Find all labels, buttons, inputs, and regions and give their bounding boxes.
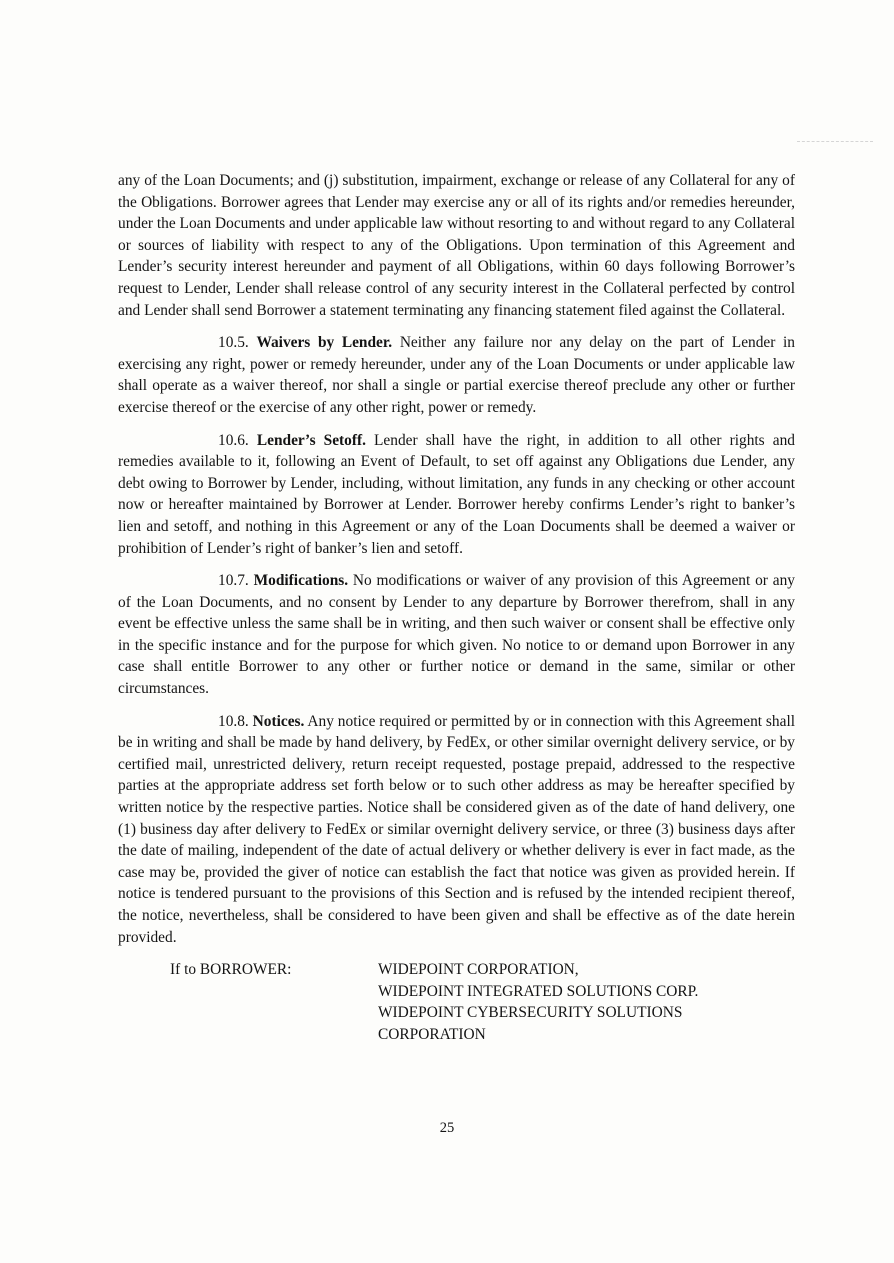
scan-artifact bbox=[797, 141, 873, 142]
notice-address bbox=[378, 959, 795, 1045]
notice-block bbox=[118, 959, 795, 1045]
section-10-7 bbox=[118, 570, 795, 700]
addressee-line: WIDEPOINT INTEGRATED SOLUTIONS CORP. bbox=[378, 982, 699, 1000]
section-title: Lender’s Setoff. bbox=[256, 431, 366, 449]
section-body: No modifications or waiver of any provision of this Agreement or any of the Loan Documents, and no consent by Lender to any departure by Borrower therefrom, shall in any event be effective unless the same shall be in writing, and then such waiver or consent shall be effective only in the specific instance and for the purpose for which given. No notice to or demand upon Borrower in any case shall entitle Borrower to any other or further notice or demand in the same, similar or other circumstances. bbox=[118, 572, 795, 698]
addressee-line: WIDEPOINT CYBERSECURITY SOLUTIONS bbox=[378, 1004, 683, 1022]
section-10-8 bbox=[118, 711, 795, 949]
section-body: Neither any failure nor any delay on the part of Lender in exercising any right, power or remedy hereunder, under any of the Loan Documents or under applicable law shall operate as a waiver thereof, nor shall a single or partial exercise thereof preclude any other or further exercise thereof or the exercise of any other right, power or remedy. bbox=[118, 334, 795, 416]
intro-paragraph-text: any of the Loan Documents; and (j) substitution, impairment, exchange or release of any Collateral for any of the Obligations. Borrower agrees that Lender may exercise any or all of its rights and/or remedies hereunder, under the Loan Documents and under applicable law without resorting to and without regard to any Collateral or sources of liability with respect to any of the Obligations. Upon termination of this Agreement and Lender’s security interest hereunder and payment of all Obligations, within 60 days following Borrower’s request to Lender, Lender shall release control of any security interest in the Collateral perfected by control and Lender shall send Borrower a statement terminating any financing statement filed against the Collateral. bbox=[118, 172, 795, 319]
page-number: 25 bbox=[439, 1120, 455, 1136]
section-number: 10.8. bbox=[218, 712, 249, 730]
document-page bbox=[118, 170, 795, 1046]
addressee-line: CORPORATION bbox=[378, 1025, 486, 1043]
section-number: 10.6. bbox=[218, 431, 249, 449]
section-body: Lender shall have the right, in addition to all other rights and remedies available to it, following an Event of Default, to set off against any Obligations due Lender, any debt owing to Borrower by Lender, including, without limitation, any funds in any checking or other account now or hereafter maintained by Borrower at Lender. Borrower hereby confirms Lender’s right to banker’s lien and setoff, and nothing in this Agreement or any of the Loan Documents shall be deemed a waiver or prohibition of Lender’s right of banker’s lien and setoff. bbox=[118, 431, 795, 557]
section-title: Notices. bbox=[252, 712, 305, 730]
notice-label: If to BORROWER: bbox=[170, 961, 292, 979]
section-body: Any notice required or permitted by or in connection with this Agreement shall be in writing and shall be made by hand delivery, by FedEx, or other similar overnight delivery service, or by certified mail, unrestricted delivery, return receipt requested, postage prepaid, addressed to the respective parties at the appropriate address set forth below or to such other address as may be hereafter specified by written notice by the respective parties. Notice shall be considered given as of the date of hand delivery, one (1) business day after delivery to FedEx or similar overnight delivery service, or three (3) business days after the date of mailing, independent of the date of actual delivery or whether delivery is ever in fact made, as the case may be, provided the giver of notice can establish the fact that notice was given as provided herein. If notice is tendered pursuant to the provisions of this Section and is refused by the intended recipient thereof, the notice, nevertheless, shall be considered to have been given and shall be effective as of the date herein provided. bbox=[118, 712, 796, 946]
section-title: Waivers by Lender. bbox=[256, 334, 393, 352]
addressee-line: WIDEPOINT CORPORATION, bbox=[378, 961, 579, 979]
intro-paragraph bbox=[118, 170, 795, 321]
section-10-5 bbox=[118, 332, 795, 418]
section-number: 10.7. bbox=[218, 572, 249, 590]
section-number: 10.5. bbox=[218, 334, 249, 352]
section-10-6 bbox=[118, 430, 795, 560]
section-title: Modifications. bbox=[253, 572, 349, 590]
